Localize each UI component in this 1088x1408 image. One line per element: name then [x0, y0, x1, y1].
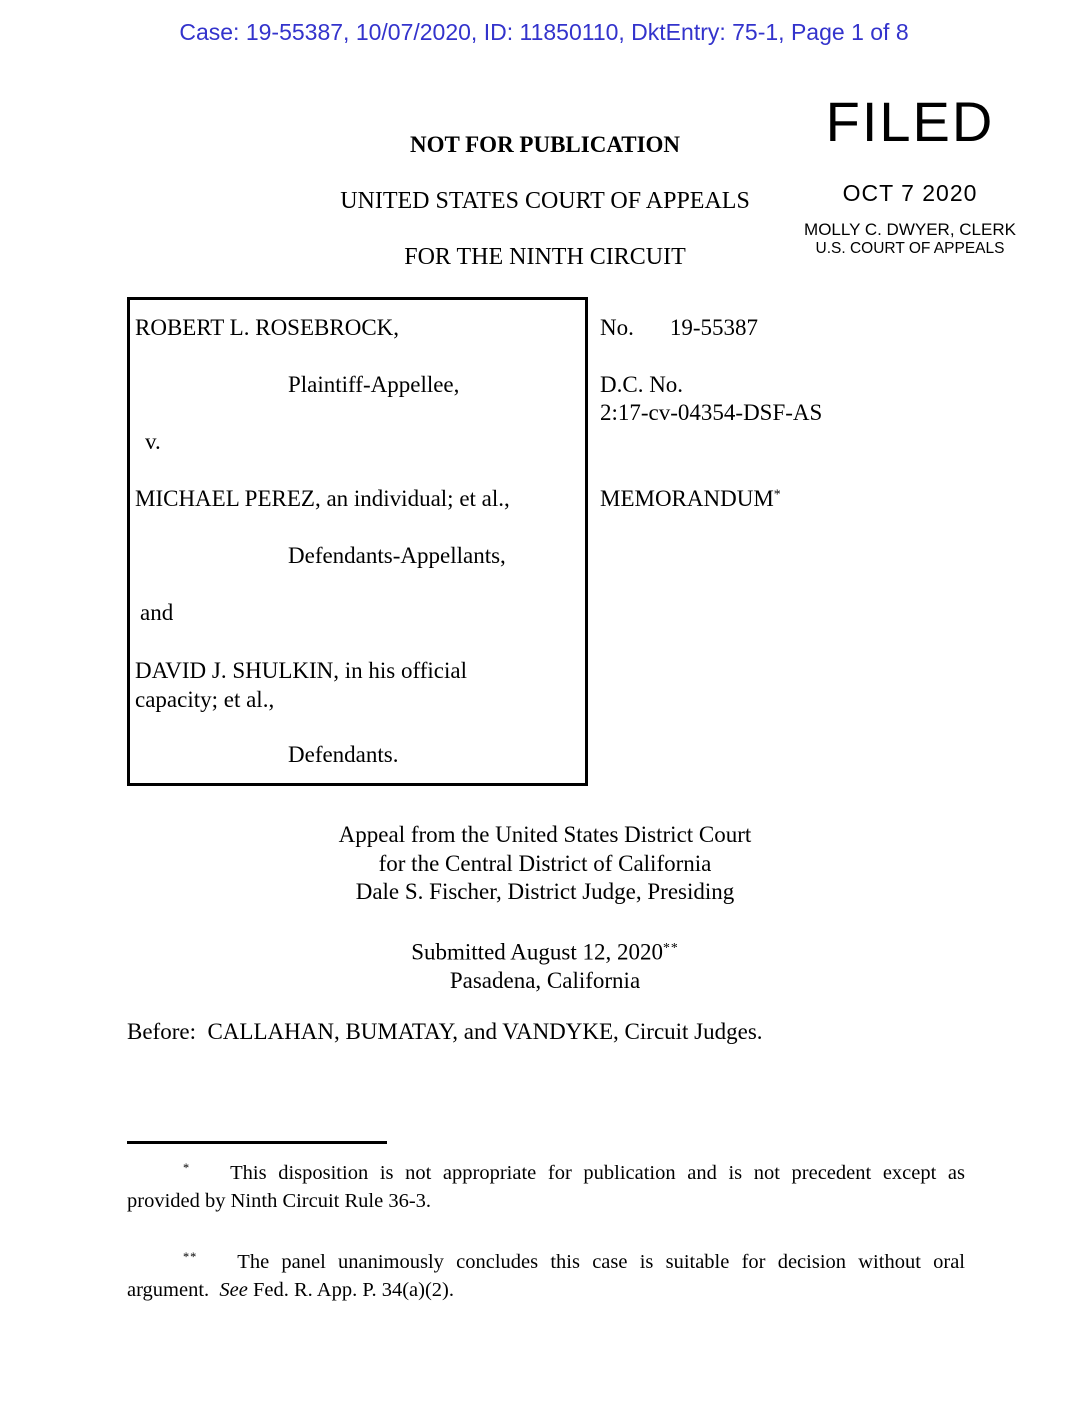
- footnote-spacer: [127, 1215, 965, 1243]
- appeal-line-3: Dale S. Fischer, District Judge, Presiding: [355, 879, 735, 904]
- filed-date: OCT 7 2020: [842, 180, 978, 206]
- versus-label: v.: [145, 429, 161, 454]
- defendant2-name: [135, 657, 467, 714]
- case-number-value: 19-55387: [669, 315, 759, 340]
- footnote-2-text-line-1: The panel unanimously concludes this case is suitable for decision without oral: [237, 1251, 965, 1274]
- submitted-footnote-mark: **: [662, 939, 679, 955]
- footnote-2-line-2: [127, 1276, 965, 1304]
- clerk-office: U.S. COURT OF APPEALS: [815, 240, 1005, 257]
- footnote-separator-rule: [127, 1141, 387, 1144]
- submitted-line: [127, 934, 963, 967]
- plaintiff-name: ROBERT L. ROSEBROCK,: [135, 315, 400, 340]
- see-citation-signal: See: [219, 1279, 248, 1302]
- district-court-number-value: 2:17-cv-04354-DSF-AS: [600, 400, 823, 425]
- appeal-spacer: [127, 907, 963, 934]
- footnote-2-mark: **: [183, 1250, 198, 1265]
- case-number-line: [600, 315, 758, 341]
- submitted-text: Submitted August 12, 2020: [411, 939, 663, 965]
- clerk-name: MOLLY C. DWYER, CLERK: [804, 220, 1016, 239]
- submitted-location: Pasadena, California: [449, 967, 641, 993]
- appeal-line-2: for the Central District of California: [378, 850, 712, 876]
- footnote-1-line-2: provided by Ninth Circuit Rule 36-3.: [127, 1190, 432, 1213]
- footnote-2-citation: Fed. R. App. P. 34(a)(2).: [247, 1279, 455, 1302]
- footnote-1-line-1: [127, 1154, 965, 1187]
- heading-court-name: UNITED STATES COURT OF APPEALS: [340, 188, 750, 214]
- memorandum-label: MEMORANDUM: [600, 486, 774, 511]
- district-court-number-label: D.C. No.: [600, 372, 684, 397]
- plaintiff-role: Plaintiff-Appellee,: [288, 372, 460, 397]
- defendant1-name: MICHAEL PEREZ, an individual; et al.,: [135, 486, 510, 511]
- ecf-stamp-header: Case: 19-55387, 10/07/2020, ID: 11850110, DktEntry: 75-1, Page 1 of 8: [179, 19, 909, 45]
- defendant2-role: Defendants.: [288, 742, 399, 767]
- case-number-label: No.: [600, 315, 634, 340]
- heading-not-for-publication: NOT FOR PUBLICATION: [409, 132, 681, 157]
- footnotes-block: [127, 1154, 965, 1305]
- defendant2-name-line1: DAVID J. SHULKIN, in his official: [135, 658, 467, 683]
- defendant1-role: Defendants-Appellants,: [288, 543, 506, 568]
- appeal-line-1: Appeal from the United States District Court: [338, 822, 752, 847]
- appeal-origin-block: [127, 821, 963, 995]
- and-connector: and: [140, 600, 174, 625]
- footnote-1-text-line-1: This disposition is not appropriate for publication and is not precedent except as: [230, 1161, 965, 1184]
- footnote-2-line-1: [127, 1243, 965, 1276]
- panel-before-line: Before: CALLAHAN, BUMATAY, and VANDYKE, Circuit Judges.: [127, 1019, 763, 1044]
- filed-stamp: FILED: [825, 90, 995, 153]
- footnote-2-text-pre: argument.: [127, 1279, 220, 1302]
- footnote-1-mark: *: [183, 1161, 191, 1175]
- heading-circuit: FOR THE NINTH CIRCUIT: [404, 244, 686, 270]
- memorandum-footnote-mark: *: [773, 486, 782, 502]
- case-caption-box: [127, 297, 588, 786]
- memorandum-title: [600, 486, 782, 512]
- defendant2-name-line2: capacity; et al.,: [135, 686, 275, 712]
